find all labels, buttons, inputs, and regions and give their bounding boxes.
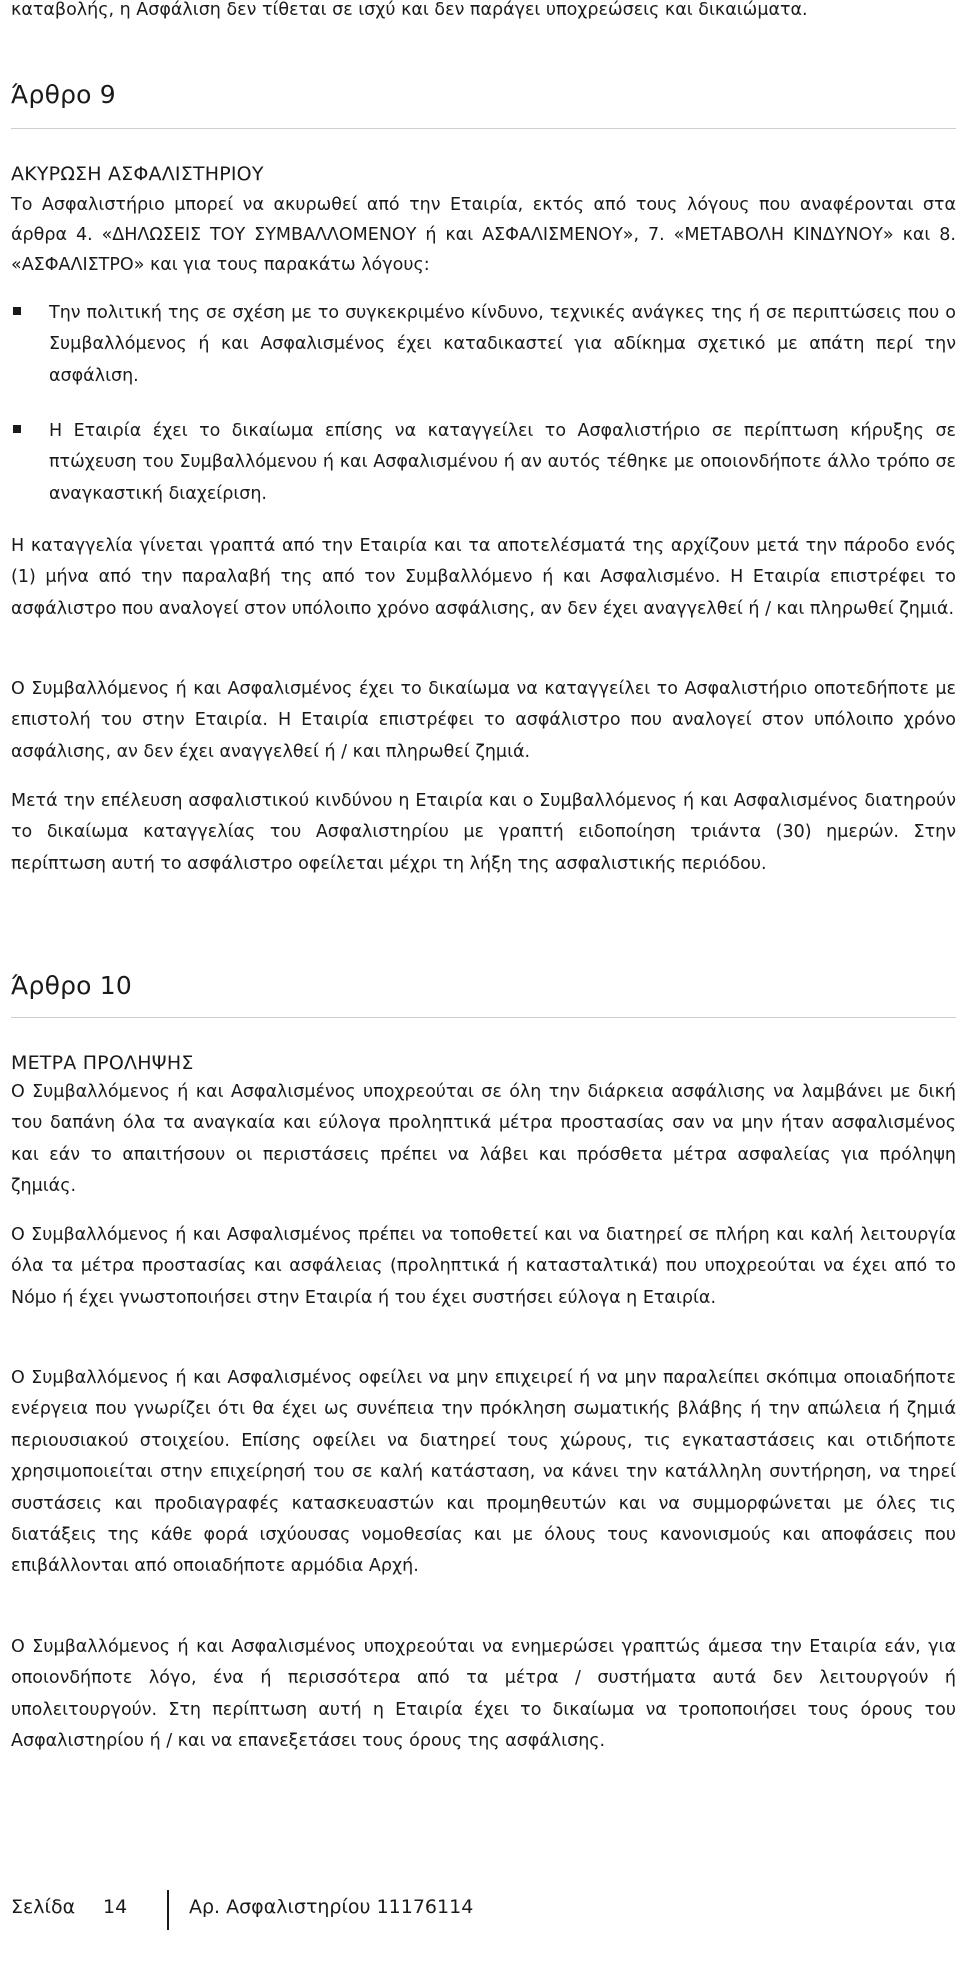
article-10-heading: ΜΕΤΡΑ ΠΡΟΛΗΨΗΣ	[11, 1052, 194, 1074]
page-footer	[11, 1890, 956, 1930]
article-9-title: Άρθρο 9	[11, 80, 116, 109]
footer-page-label: Σελίδα	[11, 1896, 76, 1918]
article-10-paragraph-4: Ο Συμβαλλόμενος ή και Ασφαλισμένος υποχρεούται να ενημερώσει γραπτώς άμεσα την Εταιρία εάν, για οποιονδήποτε λόγο, ένα ή περισσότερα από τα μέτρα / συστήματα αυτά δεν λειτουργούν ή υπολειτουργούν. Στη περίπτωση αυτή η Εταιρία έχει το δικαίωμα να τροποποιήσει τους όρους του Ασφαλιστηρίου ή / και να επανεξετάσει τους όρους της ασφάλισης.	[11, 1637, 956, 1752]
article-10-title: Άρθρο 10	[11, 971, 132, 1000]
footer-policy-number: Αρ. Ασφαλιστηρίου 11176114	[189, 1896, 474, 1918]
article-9-paragraph-3: Μετά την επέλευση ασφαλιστικού κινδύνου η Εταιρία και ο Συμβαλλόμενος ή και Ασφαλισμένος διατηρούν το δικαίωμα καταγγελίας του Ασφαλιστηρίου με γραπτή ειδοποίηση τριάντα (30) ημερών. Στην περίπτωση αυτή το ασφάλιστρο οφείλεται μέχρι τη λήξη της ασφαλιστικής περιόδου.	[11, 791, 956, 874]
article-9-paragraph-2: Ο Συμβαλλόμενος ή και Ασφαλισμένος έχει το δικαίωμα να καταγγείλει το Ασφαλιστήριο οποτεδήποτε με επιστολή του στην Εταιρία. Η Εταιρία επιστρέφει το ασφάλιστρο που αναλογεί στον υπόλοιπο χρόνο ασφάλισης, αν δεν έχει αναγγελθεί ή / και πληρωθεί ζημιά.	[11, 679, 956, 762]
bullet-square-icon	[13, 425, 21, 433]
article-10-paragraph-3: Ο Συμβαλλόμενος ή και Ασφαλισμένος οφείλει να μην επιχειρεί ή να μην παραλείπει σκόπιμα οποιαδήποτε ενέργεια που γνωρίζει ότι θα έχει ως συνέπεια την πρόκληση σωματικής βλάβης ή την απώλεια ή ζημιά περιουσιακού στοιχείου. Επίσης οφείλει να διατηρεί τους χώρους, τις εγκαταστάσεις και οτιδήποτε χρησιμοποιείται στην επιχείρησή του σε καλή κατάσταση, να κάνει την κατάλληλη συντήρηση, να τηρεί συστάσεις και προδιαγραφές κατασκευαστών και προμηθευτών και να συμμορφώνεται με όλες τις διατάξεις της κάθε φορά ισχύουσας νομοθεσίας και με όλους τους κανονισμούς και αποφάσεις που επιβάλλονται από οποιαδήποτε αρμόδια Αρχή.	[11, 1368, 956, 1577]
bullet-text: Την πολιτική της σε σχέση με το συγκεκριμένο κίνδυνο, τεχνικές ανάγκες της ή σε περιπτώσεις που ο Συμβαλλόμενος ή και Ασφαλισμένος έχει καταδικαστεί για αδίκημα σχετικό με απάτη περί την ασφάλιση.	[49, 303, 956, 386]
footer-page-number: 14	[103, 1896, 128, 1918]
article-10-paragraph-2: Ο Συμβαλλόμενος ή και Ασφαλισμένος πρέπει να τοποθετεί και να διατηρεί σε πλήρη και καλή λειτουργία όλα τα μέτρα προστασίας και ασφάλειας (προληπτικά ή κατασταλτικά) που υποχρεούται να έχει από το Νόμο ή έχει γνωστοποιήσει στην Εταιρία ή του έχει συστήσει εύλογα η Εταιρία.	[11, 1225, 956, 1308]
article-9-bullet-1	[11, 298, 956, 392]
continued-text-fragment: καταβολής, η Ασφάλιση δεν τίθεται σε ισχύ και δεν παράγει υποχρεώσεις και δικαιώματα.	[11, 0, 808, 20]
article-9-paragraph-1: Η καταγγελία γίνεται γραπτά από την Εταιρία και τα αποτελέσματά της αρχίζουν μετά την πάροδο ενός (1) μήνα από την παραλαβή της από τον Συμβαλλόμενο ή και Ασφαλισμένο. Η Εταιρία επιστρέφει το ασφάλιστρο που αναλογεί στον υπόλοιπο χρόνο ασφάλισης, αν δεν έχει αναγγελθεί ή / και πληρωθεί ζημιά.	[11, 536, 956, 619]
article-9-divider	[11, 128, 956, 129]
bullet-square-icon	[13, 307, 21, 315]
article-9-heading: ΑΚΥΡΩΣΗ ΑΣΦΑΛΙΣΤΗΡΙΟΥ	[11, 163, 264, 185]
article-10-divider	[11, 1017, 956, 1018]
article-9-intro: Το Ασφαλιστήριο μπορεί να ακυρωθεί από την Εταιρία, εκτός από τους λόγους που αναφέρονται στα άρθρα 4. «ΔΗΛΩΣΕΙΣ ΤΟΥ ΣΥΜΒΑΛΛΟΜΕΝΟΥ ή και ΑΣΦΑΛΙΣΜΕΝΟΥ», 7. «ΜΕΤΑΒΟΛΗ ΚΙΝΔΥΝΟΥ» και 8. «ΑΣΦΑΛΙΣΤΡΟ» και για τους παρακάτω λόγους:	[11, 195, 956, 275]
article-10-paragraph-1: Ο Συμβαλλόμενος ή και Ασφαλισμένος υποχρεούται σε όλη την διάρκεια ασφάλισης να λαμβάνει με δική του δαπάνη όλα τα αναγκαία και εύλογα προληπτικά μέτρα προστασίας σαν να μην ήταν ασφαλισμένος και εάν το απαιτήσουν οι περιστάσεις πρέπει να λάβει και πρόσθετα μέτρα ασφαλείας για πρόληψη ζημιάς.	[11, 1082, 956, 1197]
article-9-bullet-2	[11, 416, 956, 510]
footer-separator	[167, 1890, 169, 1930]
bullet-text: Η Εταιρία έχει το δικαίωμα επίσης να καταγγείλει το Ασφαλιστήριο σε περίπτωση κήρυξης σε πτώχευση του Συμβαλλόμενου ή και Ασφαλισμένου ή αν αυτός τέθηκε με οποιονδήποτε άλλο τρόπο σε αναγκαστική διαχείριση.	[49, 421, 956, 504]
